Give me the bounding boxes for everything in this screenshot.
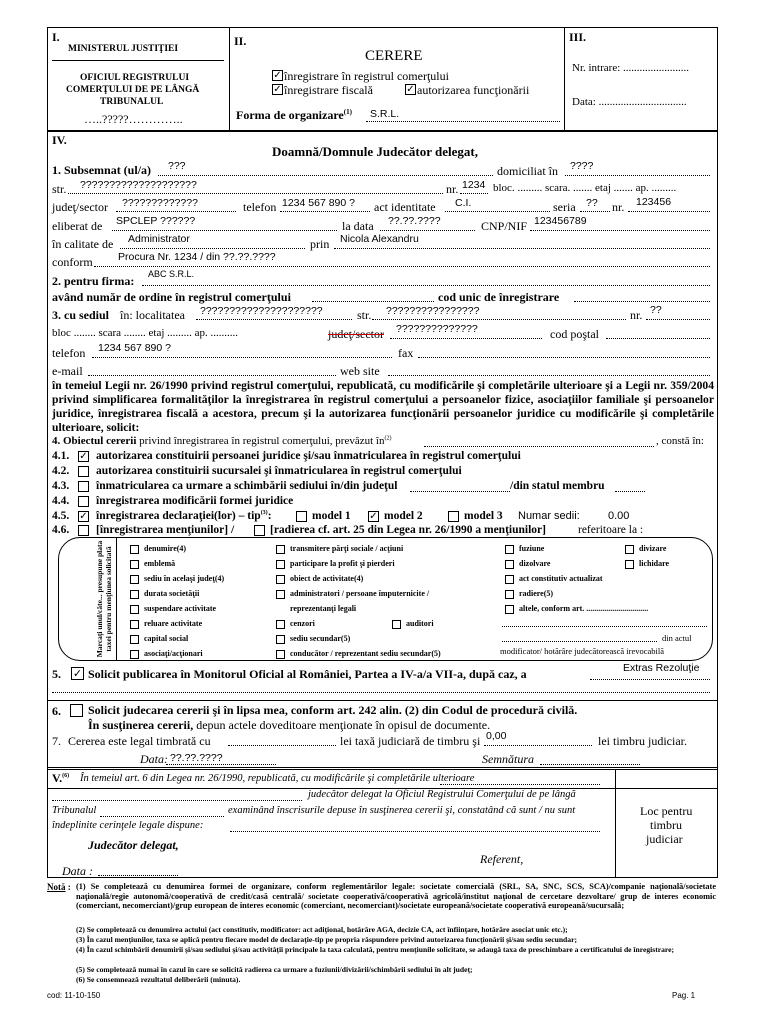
note-3: (3) În cazul menţiunilor, taxa se aplică pentru fiecare model de declaraţie-tip pe propria răspundere privind autorizarea funcţionării şi/sau sediu secundar; [76,935,577,944]
seria-value[interactable]: ?? [586,197,598,209]
item-43-num: 4.3. [52,480,70,492]
mention-checkbox-icon[interactable] [276,590,285,599]
mention-label: divizare [639,544,667,553]
data-intrare[interactable]: Data: ................................ [572,96,687,108]
altele-dots-1 [502,626,707,627]
model2-label: model 2 [384,510,423,522]
divider [52,60,224,61]
checkbox-model1-icon[interactable] [296,511,307,522]
item5-dots-2 [52,692,710,693]
str2-value[interactable]: ???????????????? [386,305,480,317]
altele-dots-2 [502,641,657,642]
bloc-scara[interactable]: bloc. ......... scara. ....... etaj ....... ap. ......... [493,182,677,194]
calitate-label: în calitate de [52,237,114,251]
seria-label: seria [553,200,576,214]
domiciliat-value[interactable]: ???? [570,160,594,172]
mention-checkbox-icon[interactable] [130,575,139,584]
conform-value[interactable]: Procura Nr. 1234 / din ??.??.???? [118,251,276,263]
fax-dots [418,357,710,358]
forma-sup: (1) [343,108,352,116]
subsemnat-value[interactable]: ??? [168,160,186,172]
nr3-label: nr. [630,308,643,322]
semnatura-dots [540,764,640,765]
prin-label: prin [310,237,330,251]
mention-checkbox-icon[interactable] [130,590,139,599]
firma-dots [142,285,710,286]
stamp-line3: judiciar [646,832,683,846]
nr3-dots [646,319,710,320]
act-value[interactable]: C.I. [455,197,472,209]
item7-value[interactable]: 0,00 [486,730,507,742]
item-41-num: 4.1. [52,450,70,462]
model1-label: model 1 [312,510,351,522]
item-45-num: 4.5. [52,510,70,522]
judet2-label: judeţ/sector [328,327,384,341]
telefon-value[interactable]: 1234 567 890 ? [282,197,355,209]
mention-label: capital social [144,634,189,643]
sec5-line3b: examinând înscrisurile depuse în susţinerea cererii şi, constatând că sunt / nu sunt [228,805,576,816]
sec6-num: 6. [52,704,61,718]
sec6-text2-line [88,718,490,733]
sec5-line1: În temeiul art. 6 din Legea nr. 26/1990, republicată, cu modificările şi completările ulterioare [80,773,475,784]
domiciliat-dots [565,175,710,176]
numar-sedii-label: Numar sedii: [518,510,580,522]
consta: , constă în: [656,435,704,447]
checkbox-46a-icon[interactable] [78,525,89,536]
mention-checkbox-icon[interactable] [276,620,285,629]
cnp-label: CNP/NIF [481,219,528,233]
item-44: înregistrarea modificării formei juridice [96,495,294,507]
nr2-label: nr. [612,200,625,214]
mention-label: reprezentanţi legali [290,604,357,613]
telefon-dots [280,211,370,212]
calitate-dots [120,248,305,249]
judecator-label: Judecător delegat, [88,838,179,852]
mention-label: participare la profit şi pierderi [290,559,395,568]
office-line1: OFICIUL REGISTRULUI [80,73,190,83]
prin-value[interactable]: Nicola Alexandru [340,233,419,245]
stamp-line1: Loc pentru [640,804,693,818]
legal-text: în temeiul Legii nr. 26/1990 privind registrul comerţului, republicată, cu modificările şi completările ulterioare şi a Legii nr. 359/2004 privind simplificarea formalităţilor la înregistrarea în registrul comerţului a persoanelor fizice, asociaţiilor familiale şi persoanelor juridice, înregistrarea fiscală a acestora, precum şi la autorizarea funcţionării persoanelor juridice cu modificările şi completările ulterioare, solicit: [52,379,714,434]
str2-label: str. [357,308,372,322]
mentions-divider [116,538,117,660]
checkbox-fiscal-icon[interactable]: ✓ [273,84,282,95]
checkbox-42-icon[interactable] [78,466,89,477]
item5-value[interactable]: Extras Rezoluţie [623,662,700,674]
mention-label: conducător / reprezentant sediu secundar(5) [290,649,441,658]
mention-checkbox-icon[interactable] [130,560,139,569]
note-4: (4) În cazul schimbării denumirii şi/sau sediului şi/sau activităţii principale la taxa calculată, pentru menţiunile solicitate, se adaugă taxa de preschimbare a certificatului de înregistrare; [76,945,675,954]
judet-dots [116,211,236,212]
act-label: act identitate [374,200,436,214]
note-1: (1) Se completează cu denumirea formei de organizare, conform reglementărilor legale: societate comercială (SRL, SA, SNC, SCS, SCA)/companie naţională/societate naţională/regie autonomă/cooperativă de credit/casă centrală/ societate cooperativă/cooperativă agricolă/institut naţional de cercetare dezvoltare/ grup de interes economic (comerciant, necomerciant)/grup european de interes economic (comerciant, necomerciant)/societate europeană/societate cooperativă europeană/sucursală; [76,882,716,911]
mention-checkbox-icon[interactable] [505,605,514,614]
item5-dots [590,679,710,680]
cnp-value[interactable]: 123456789 [534,215,587,227]
mention-checkbox-icon[interactable] [505,590,514,599]
obiect-dots [424,446,654,447]
item-46a: [înregistrarea menţiunilor] / [96,524,235,536]
semnatura-label: Semnătura [482,752,534,766]
cnp-dots [530,230,710,231]
obiect-rest: privind înregistrarea în registrul comerţului, prevăzut în [139,435,385,447]
eliberat-dots [112,230,337,231]
form-title: CERERE [365,48,423,64]
bloc2[interactable]: bloc ........ scara ........ etaj ......... ap. .......... [52,327,239,339]
option-authorization: autorizarea funcţionării [417,83,530,97]
seria-dots [580,211,610,212]
sec6-text2-bold: În susţinerea cererii, [88,718,194,732]
sec5-sup: (6) [62,773,70,779]
item7-dots-1 [228,745,336,746]
item5-num: 5. [52,667,61,681]
office-line2: COMERŢULUI DE PE LÂNGĂ [66,85,200,95]
mention-label: lichidare [639,559,670,568]
subsemnat-label: 1. Subsemnat (ul/a) [52,163,152,177]
item-45 [96,510,272,522]
codpostal-dots [606,338,710,339]
item-46-end: referitoare la : [578,524,644,536]
sec5-line3a: Tribunalul [52,805,97,816]
fax-label: fax [398,346,414,360]
mention-checkbox-icon[interactable] [130,605,139,614]
subsemnat-dots [158,175,493,176]
checkbox-model3-icon[interactable] [448,511,459,522]
checkbox-43-icon[interactable] [78,481,89,492]
item-43: înmatricularea ca urmare a schimbării sediului în/din judeţul [96,480,398,492]
sec5-num-text: V. [52,771,63,785]
ladata-label: la data [342,219,374,233]
sec5-data-label: Data : [62,864,93,878]
web-label: web site [340,364,380,378]
item5-text: Solicit publicarea în Monitorul Oficial al României, Partea a IV-a/a VII-a, după caz, a [88,667,527,681]
item7b: lei taxă judiciară de timbru şi [340,734,481,748]
mention-label: transmitere părţi sociale / acţiuni [290,544,404,553]
cui-label: cod unic de înregistrare [438,290,560,304]
sec5-num [52,771,69,786]
judet2-dots [390,338,542,339]
nr-dots [460,193,488,194]
mention-checkbox-icon[interactable] [625,560,634,569]
ladata-dots [380,230,475,231]
conform-dots [94,266,710,267]
referent-label: Referent, [480,852,524,866]
checkbox-authorization-icon[interactable]: ✓ [406,84,415,95]
mention-label: sediu secundar(5) [290,634,351,643]
telefon2-value[interactable]: 1234 567 890 ? [98,342,171,354]
sec1-num: I. [52,30,60,44]
mention-label: act constitutiv actualizat [519,574,603,583]
item7-dots-2 [484,745,592,746]
item-42-num: 4.2. [52,465,70,477]
notes-label-text: Notă [47,882,66,892]
modificator: modificator/ hotărâre judecătorească irevocabilă [500,646,665,656]
sec6-text2: depun actele doveditoare menţionate în opisul de documente. [196,718,491,732]
calitate-value[interactable]: Administrator [128,233,190,245]
item-43-end: /din statul membru [510,480,605,492]
mention-label: cenzori [290,619,315,628]
mention-label: asociaţi/acţionari [144,649,203,658]
mention-label: obiect de activitate(4) [290,574,364,583]
mention-label: radiere(5) [519,589,554,598]
sec6-data-label: Data: [140,752,168,766]
sec5-dots-3 [100,816,224,817]
checkbox-44-icon[interactable] [78,496,89,507]
mention-checkbox-icon[interactable] [276,635,285,644]
email-label: e-mail [52,364,83,378]
note-6: (6) Se consemnează rezultatul deliberării (minuta). [76,975,241,984]
telefon2-dots [92,357,392,358]
item-44-num: 4.4. [52,495,70,507]
nr3-value[interactable]: ?? [650,304,662,316]
mention-checkbox-icon[interactable] [276,545,285,554]
mention-checkbox-icon[interactable] [505,545,514,554]
str2-dots [372,319,626,320]
item-43-end-dots [615,491,645,492]
mention-checkbox-icon[interactable] [130,650,139,659]
mention-checkbox-icon[interactable] [625,545,634,554]
item-45-colon: : [267,510,272,522]
nr-value[interactable]: 1234 [462,179,486,191]
model3-label: model 3 [464,510,503,522]
forma-value[interactable]: S.R.L. [370,108,400,120]
obiect-line [52,435,391,447]
mention-checkbox-icon[interactable] [505,560,514,569]
notes-label: Notă : [47,882,71,892]
item-43-dots [410,491,510,492]
sec5-dots-2 [52,800,302,801]
numar-sedii-value[interactable]: 0.00 [608,510,630,522]
side-label: Marcaţi unul/câte... presupune plata taxei pentru menţiunea solicitată [95,540,113,658]
email-dots [88,375,336,376]
nr2-value[interactable]: 123456 [636,196,672,208]
forma-dots [366,121,560,122]
sec6-data-dots [166,764,276,765]
form-code: cod: 11-10-150 [47,991,101,1000]
prin-dots [334,248,710,249]
web-dots [388,375,710,376]
mention-checkbox-icon[interactable] [276,650,285,659]
ladata-value[interactable]: ??.??.???? [388,215,441,227]
conform-label: conform [52,255,93,269]
checkbox-45-icon[interactable]: ✓ [79,511,88,522]
mention-checkbox-icon[interactable] [130,635,139,644]
mention-label: fuziune [519,544,545,553]
mention-label: emblemă [144,559,176,568]
eliberat-value[interactable]: SPCLEP ?????? [116,215,196,227]
str-dots [68,193,443,194]
sec5-dots-4 [230,831,600,832]
auditori-checkbox-icon[interactable] [392,620,401,629]
note-5: (5) Se completează numai în cazul în care se solicită radierea ca urmare a fuziunii/divizării/schimbării sediului în alt judeţ; [76,965,473,974]
checkbox-5-icon[interactable]: ✓ [72,667,83,680]
mention-checkbox-icon[interactable] [505,575,514,584]
ordine-label: având număr de ordine în registrul comerţului [52,290,291,304]
mention-label: administratori / persoane împuternicite / [290,589,430,598]
nr2-dots [628,211,710,212]
item7c: lei timbru judiciar. [598,734,687,748]
mention-label: altele, conform art. ............................... [519,604,649,613]
item-46b: [radierea cf. art. 25 din Legea nr. 26/1990 a menţiunilor] [270,524,546,536]
mention-checkbox-icon[interactable] [276,575,285,584]
checkbox-model2-icon[interactable]: ✓ [369,511,378,522]
item7-num: 7. [52,734,61,748]
auditori-label: auditori [406,619,434,628]
mention-label: denumire(4) [144,544,187,553]
sec5-dots-1 [440,784,600,785]
sec5-line2: judecător delegat la Oficiul Registrului Comerţului de pe lângă [308,789,576,800]
din-actul: din actul [662,633,692,643]
checkbox-46b-icon[interactable] [254,525,265,536]
forma-label-text: Forma de organizare [236,108,344,122]
sediu-label: 3. cu sediul [52,308,110,322]
localitatea-label: în: localitatea [120,308,185,322]
mention-checkbox-icon[interactable] [276,560,285,569]
mention-checkbox-icon[interactable] [130,620,139,629]
telefon2-label: telefon [52,346,86,360]
ordine-dots [312,301,434,302]
judet2-value[interactable]: ?????????????? [396,323,478,335]
mention-label: reluare activitate [144,619,203,628]
checkbox-6-icon[interactable] [70,704,83,717]
item7a: Cererea este legal timbrată cu [68,734,211,748]
sec2-num: II. [234,34,247,48]
ministry-name: MINISTERUL JUSTIŢIEI [68,44,179,54]
mention-label: dizolvare [519,559,551,568]
str-value[interactable]: ???????????????????? [80,179,197,191]
localitatea-value[interactable]: ????????????????????? [200,305,323,317]
section-3-box [564,27,718,131]
checkbox-register-icon[interactable]: ✓ [273,70,282,81]
nr-label: nr. [446,182,459,196]
greeting: Doamnă/Domnule Judecător delegat, [272,144,478,159]
item-45-text: înregistrarea declaraţiei(lor) – tip [96,510,261,522]
cui-dots [574,301,710,302]
mention-label: sediu în acelaşi judeţ(4) [144,574,225,583]
item-45-sup: (3) [260,510,268,517]
nr-intrare[interactable]: Nr. intrare: ........................ [572,62,690,74]
sec4-num: IV. [52,133,67,147]
item-42: autorizarea constituirii sucursalei şi înmatricularea în registrul comerţului [96,465,462,477]
act-dots [445,211,550,212]
judet-label: judeţ/sector [52,200,108,214]
item-41: autorizarea constituirii persoanei juridice şi/sau înmatricularea în registrul comerţului [96,450,521,462]
sec5-line4: îndeplinite cerinţele legale dispune: [52,820,204,831]
firma-value[interactable]: ABC S.R.L. [148,269,195,279]
str-label: str. [52,182,67,196]
office-value[interactable]: …..?????………….. [84,112,183,126]
eliberat-label: eliberat de [52,219,103,233]
sec5-data-dots [98,875,178,876]
mention-label: durata societăţii [144,589,200,598]
checkbox-41-icon[interactable]: ✓ [79,451,88,462]
telefon-label: telefon [243,200,277,214]
obiect-sup: (2) [384,435,392,442]
localitatea-dots [196,319,352,320]
option-register: înregistrare în registrul comerţului [284,69,449,83]
page-number: Pag. 1 [672,991,696,1000]
domiciliat-label: domiciliat în [497,164,558,178]
sec6-data-value[interactable]: ??.??.???? [170,752,223,764]
option-fiscal: înregistrare fiscală [284,83,373,97]
office-line3: TRIBUNALUL [100,97,164,107]
sec3-num: III. [569,30,587,44]
mention-label: suspendare activitate [144,604,217,613]
note-2: (2) Se completează cu denumirea actului (act constitutiv, modificator: act adiţional, hotărâre AGA, decizie CA, act înfiinţare, hotărâre asociat unic etc.); [76,925,568,934]
judet-value[interactable]: ????????????? [122,197,198,209]
sec6-text1: Solicit judecarea cererii şi în lipsa mea, conform art. 242 alin. (2) din Codul de procedură civilă. [88,703,578,717]
obiect-label: 4. Obiectul cererii [52,435,137,447]
forma-label [236,108,352,123]
firma-label: 2. pentru firma: [52,274,135,288]
mention-checkbox-icon[interactable] [130,545,139,554]
codpostal-label: cod poştal [550,327,599,341]
item-46-num: 4.6. [52,524,70,536]
stamp-line2: timbru [650,818,682,832]
